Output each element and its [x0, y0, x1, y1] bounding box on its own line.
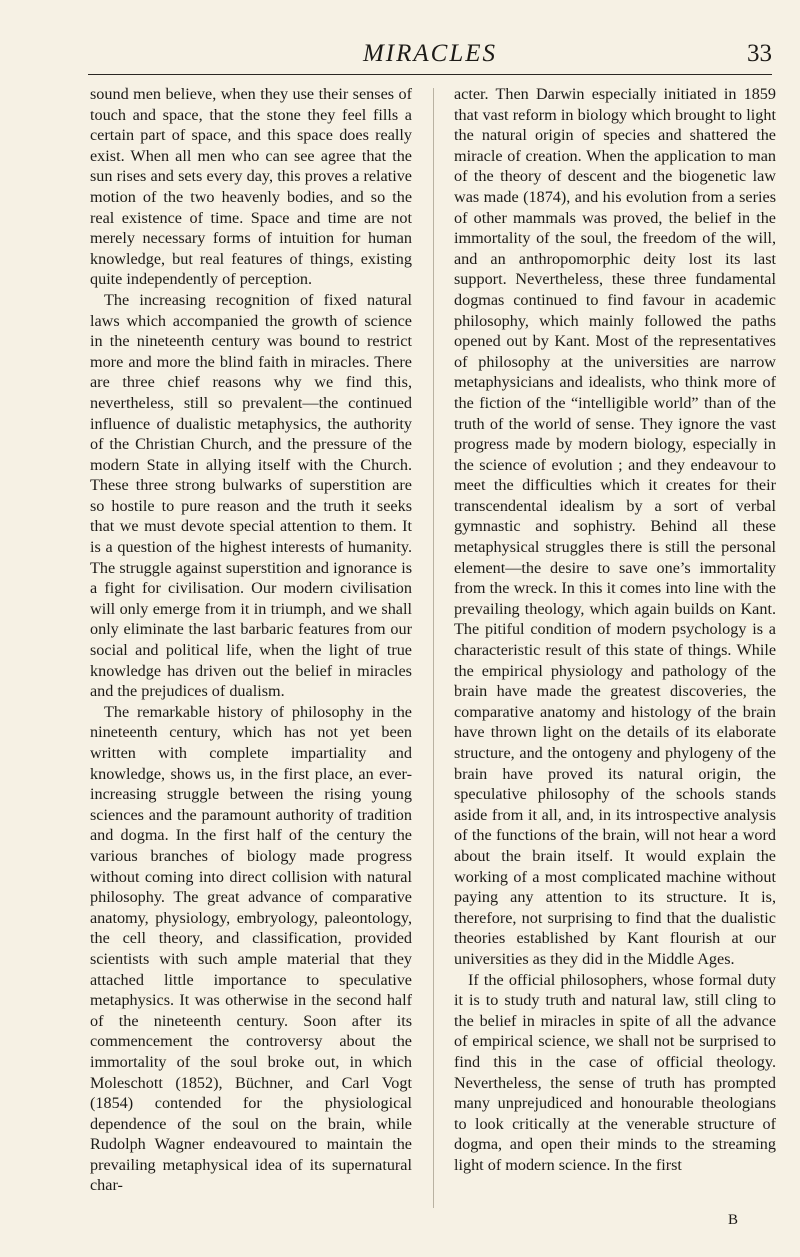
paragraph: acter. Then Darwin especially initiated in 1859 that vast reform in biology which brought to light the natural origin of species and shattered the miracle of creation. When the application to man of the theory of descent and the biogenetic law was made (1874), and his evolution from a series of other mammals was proved, the belief in the immortality of the soul, the freedom of the will, and an anthropomorphic deity lost its last support. Nevertheless, these three fundamental dogmas continued to find favour in academic philosophy, which mainly followed the paths opened out by Kant. Most of the representatives of philosophy at the universities are narrow metaphysicians and idealists, who think more of the fiction of the “intelligible world” than of the truth of the world of sense. They ignore the vast progress made by modern biology, especially in the science of evolution ; and they endeavour to meet the difficulties which it creates for their transcendental idealism by a sort of verbal gymnastic and sophistry. Behind all these metaphysical struggles there is still the personal element—the desire to save one’s immortality from the wreck. In this it comes into line with the prevailing theology, which again builds on Kant. The pitiful condition of modern psychology is a characteristic result of this state of things. While the empirical physiology and pathology of the brain have made the greatest discoveries, the comparative anatomy and histology of the brain have thrown light on the details of its elaborate structure, and the ontogeny and phylogeny of the brain have proved its natural origin, the speculative philosophy of the schools stands aside from it all, and, in its introspective analysis of the functions of the brain, will not hear a word about the brain itself. It would explain the working of a most complicated machine without paying any attention to its structure. It is, therefore, not surprising to find that the dualistic theories established by Kant flourish at our universities as they did in the Middle Ages. [454, 85, 776, 968]
paragraph: sound men believe, when they use their senses of touch and space, that the stone they feel fills a certain part of space, and this space does really exist. When all men who can see agree that the sun rises and sets every day, this proves a relative motion of the two heavenly bodies, and so the real existence of time. Space and time are not merely necessary forms of intuition for human knowledge, but real features of things, existing quite independently of perception. [90, 85, 412, 289]
signature-mark: B [728, 1212, 739, 1228]
page-number: 33 [747, 40, 772, 67]
running-title: MIRACLES [362, 40, 498, 67]
paragraph: The remarkable history of philosophy in the nineteenth century, which has not yet been written with complete impartiality and knowledge, shows us, in the first place, an ever-increasing struggle between the rising young sciences and the paramount authority of tradition and dogma. In the first half of the century the various branches of biology made progress without coming into direct collision with natural philosophy. The great advance of comparative anatomy, physiology, embryology, paleontology, the cell theory, and classification, provided scientists with such ample material that they attached little importance to speculative metaphysics. It was otherwise in the second half of the nineteenth century. Soon after its commencement the controversy about the immortality of the soul broke out, in which Moleschott (1852), Büchner, and Carl Vogt (1854) contended for the physiological dependence of the soul on the brain, while Rudolph Wagner endeavoured to maintain the prevailing metaphysical idea of its supernatural char- [90, 702, 412, 1195]
paragraph: The increasing recognition of fixed natural laws which accompanied the growth of science in the nineteenth century was bound to restrict more and more the blind faith in miracles. There are three chief reasons why we find this, nevertheless, still so prevalent—the continued influence of dualistic metaphysics, the authority of the Christian Church, and the pressure of the modern State in allying itself with the Church. These three strong bulwarks of superstition are so hostile to pure reason and the truth it seeks that we must devote special attention to them. It is a question of the highest interests of humanity. The struggle against superstition and ignorance is a fight for civilisation. Our modern civilisation will only emerge from it in triumph, and we shall only eliminate the last barbaric features from our social and political life, when the light of true knowledge has driven out the belief in miracles and the prejudices of dualism. [90, 290, 412, 701]
header-rule [88, 74, 772, 75]
column-divider [433, 88, 434, 1208]
right-column [454, 84, 776, 1175]
left-column [90, 84, 412, 1196]
page-header [88, 36, 772, 76]
paragraph: If the official philosophers, whose formal duty it is to study truth and natural law, still cling to the belief in miracles in spite of all the advance of empirical science, we shall not be surprised to find this in the case of official theology. Nevertheless, the sense of truth has prompted many unprejudiced and honourable theologians to look critically at the venerable structure of dogma, and open their minds to the streaming light of modern science. In the first [454, 970, 776, 1174]
